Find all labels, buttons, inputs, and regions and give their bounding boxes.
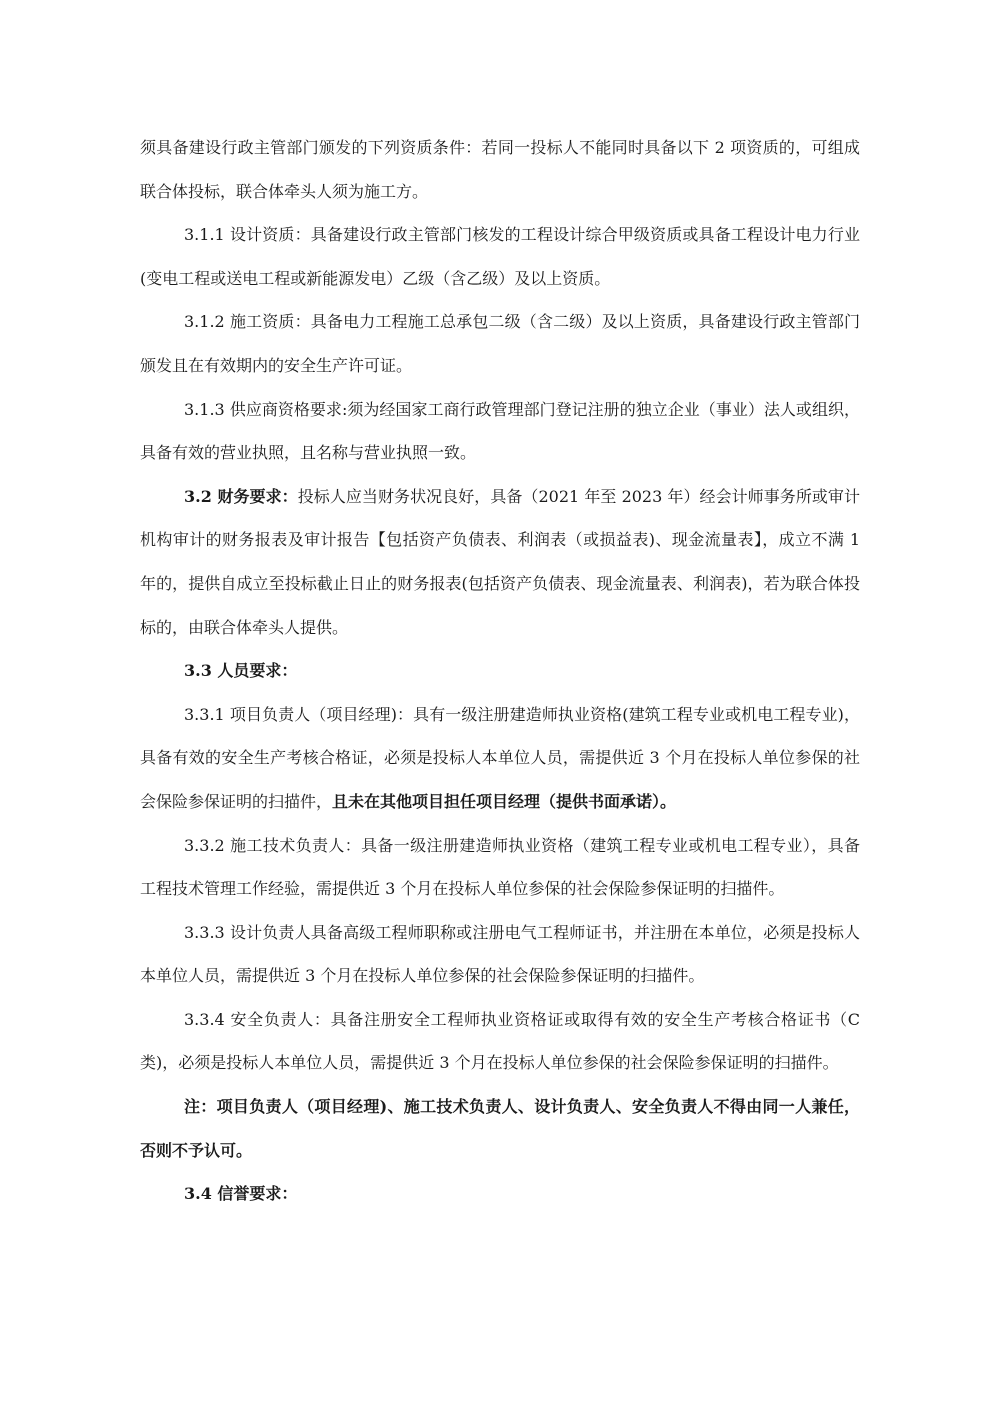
text-run: 投标人应当财务状况良好，具备（2021 年至 2023 年）经会计师事务所或审计机构审计的财务报表及审计报告【包括资产负债表、利润表（或损益表)、现金流量表】，成立不满 1 年的，提供自成立至投标截止日止的财务报表(包括资产负债表、现金流量表、利润表)，若为联合体投标的，由联合体牵头人提供。 [140, 486, 860, 637]
section-heading: 3.4 信誉要求： [184, 1184, 298, 1204]
paragraph-3-3-2-technical-lead [140, 824, 860, 911]
paragraph-3-4-reputation-heading [140, 1172, 860, 1216]
text-run: 3.1.3 供应商资格要求:须为经国家工商行政管理部门登记注册的独立企业（事业）法人或组织，具备有效的营业执照，且名称与营业执照一致。 [140, 399, 860, 463]
text-run: 3.3.1 项目负责人（项目经理)：具有一级注册建造师执业资格(建筑工程专业或机电工程专业)，具备有效的安全生产考核合格证，必须是投标人本单位人员，需提供近 3 个月在投标人单位参保的社会保险参保证明的扫描件， [140, 704, 860, 811]
paragraph-3-1-2-construction-qualification [140, 300, 860, 387]
section-heading: 3.2 财务要求： [184, 486, 298, 506]
bold-text-run: 且未在其他项目担任项目经理（提供书面承诺）。 [332, 791, 677, 811]
paragraph-note [140, 1085, 860, 1172]
paragraph-3-3-1-project-manager [140, 693, 860, 824]
section-heading: 3.3 人员要求： [184, 661, 298, 681]
text-run: 3.3.2 施工技术负责人：具备一级注册建造师执业资格（建筑工程专业或机电工程专业），具备工程技术管理工作经验，需提供近 3 个月在投标人单位参保的社会保险参保证明的扫描件。 [140, 835, 860, 899]
text-run: 须具备建设行政主管部门颁发的下列资质条件：若同一投标人不能同时具备以下 2 项资质的，可组成联合体投标，联合体牵头人须为施工方。 [140, 138, 860, 201]
paragraph-3-2-financial-requirements [140, 475, 860, 649]
paragraph-3-1-3-supplier-requirements [140, 388, 860, 475]
document-body [140, 126, 860, 1216]
paragraph-3-3-personnel-heading [140, 649, 860, 693]
paragraph-3-1-1-design-qualification [140, 213, 860, 300]
paragraph-3-3-3-design-lead [140, 911, 860, 998]
paragraph-qualification-intro [140, 126, 860, 213]
text-run: 3.1.1 设计资质：具备建设行政主管部门核发的工程设计综合甲级资质或具备工程设计电力行业(变电工程或送电工程或新能源发电）乙级（含乙级）及以上资质。 [140, 225, 860, 288]
text-run: 3.1.2 施工资质：具备电力工程施工总承包二级（含二级）及以上资质，具备建设行政主管部门颁发且在有效期内的安全生产许可证。 [140, 312, 860, 375]
text-run: 3.3.4 安全负责人：具备注册安全工程师执业资格证或取得有效的安全生产考核合格证书（C 类)，必须是投标人本单位人员，需提供近 3 个月在投标人单位参保的社会保险参保证明的扫描件。 [140, 1009, 860, 1073]
text-run: 3.3.3 设计负责人具备高级工程师职称或注册电气工程师证书，并注册在本单位，必须是投标人本单位人员，需提供近 3 个月在投标人单位参保的社会保险参保证明的扫描件。 [140, 922, 860, 986]
bold-text-run: 注：项目负责人（项目经理)、施工技术负责人、设计负责人、安全负责人不得由同一人兼任，否则不予认可。 [140, 1097, 860, 1160]
paragraph-3-3-4-safety-lead [140, 998, 860, 1085]
